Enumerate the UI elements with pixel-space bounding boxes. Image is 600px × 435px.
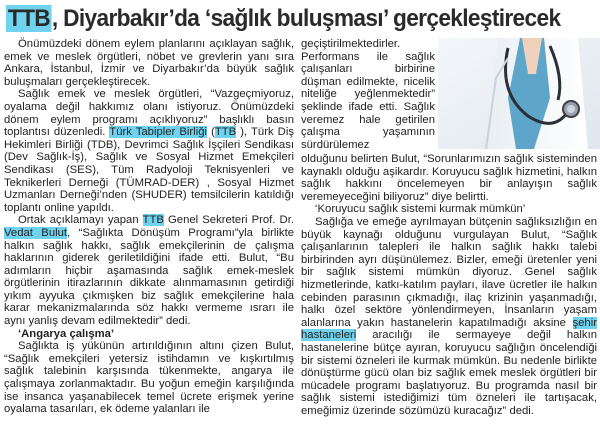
highlight-ttb-name: Türk Tabipler Birliği <box>109 126 207 139</box>
subheading-angarya: ‘Angarya çalışma’ <box>18 327 115 340</box>
col2-p2-text-b: aracılığı ile sermayeye değil halkın hastanelerine bütçe ayıran, koruyucu sağlığın öncelendiği bir sistemi özneleri ile kurmak mümkün. Bu nedenle birlikte dönüştürme gücü olan biz sağlık emek meslek örgütleri bir mücadele programı başlatıyoruz. Bu programda nasıl bir sağlık sistemi istediğimizi tüm özneleri ile tartışacak, emeğimiz üzerinde sözümüzü kuracağız” dedi. <box>301 329 597 417</box>
headline <box>6 2 561 36</box>
subheading-koruyucu: ‘Koruyucu sağlık sistemi kurmak mümkün’ <box>315 203 526 216</box>
col1-p3-text-b: Genel Sekreteri Prof. Dr. <box>163 214 294 227</box>
col1-paragraph-2 <box>4 88 294 214</box>
article-column-1 <box>4 38 294 416</box>
col1-p3-text-a: Ortak açıklamayı yapan <box>18 214 143 227</box>
col1-p2-text-c: ), Türk Diş Hekimleri Birliği (TDB), Devrimci Sağlık İşçileri Sendikası (Dev Sağlık-İş), Sağlık ve Sosyal Hizmet Emekçileri Sendikası (SES), Tüm Radyoloji Teknisyenleri ve Teknikerleri Derneği (TÜMRAD-DER) , Sosyal Hizmet Uzmanları Derneği’nden (SHUDER) temsilcilerin katıldığı toplantı online yapıldı. <box>4 126 294 214</box>
col1-p2-text-a: Sağlık emek ve meslek örgütleri, “Vazgeçmiyoruz, oyalama değil hakkımız olanı istiyoruz. Önümüzdeki dönem eylem programı açıklıyoruz” başlıklı basın toplantısı düzenledi. <box>4 88 294 139</box>
article-column-2 <box>301 153 597 417</box>
doctor-stethoscope-photo <box>438 38 600 149</box>
col1-p3-text-c: , “Sağlıkta Dönüşüm Programı”yla birlikte halkın sağlık hakkı, sağlık emekçilerinin de çalışma haklarının giderek geriletildiğini ifade etti. Bulut, “Bu adımların hiçbir aşamasında sağlık emek-meslek örgütlerinin itirazlarının dikkate alınmamasının getirdiği yıkım ayyuka çıkmışken biz sağlık emekçilerine hala karar mekanizmalarında söz hakkı vermeme ısrarı ile aynı yanlış devam edilmektedir” dedi. <box>4 226 294 328</box>
headline-highlight: TTB <box>7 5 51 32</box>
highlight-sehir-hastaneleri: şehir hastaneleri <box>301 316 597 342</box>
col1-p2-text-b: ( <box>207 126 215 139</box>
headline-rest: , Diyarbakır’da ‘sağlık buluşması’ gerçekleştirecek <box>51 5 561 32</box>
col1-paragraph-4: Sağlıkta iş yükünün artırıldığının altını çizen Bulut, “Sağlık emekçileri yetersiz istihdamın ve kışkırtılmış sağlık talebinin karşısında tükenmekte, angarya ile çalışmaya zorlanmaktadır. Bu yoğun emeğin karşılığında ise insanca yaşanabilecek temel ücrete erişmek yerine oyalama tasarıları, ek ödeme yalanları ile <box>4 340 294 416</box>
highlight-vedat-bulut: Vedat Bulut <box>4 226 68 239</box>
col1-paragraph-1: Önümüzdeki dönem eylem planlarını açıklayan sağlık, emek ve meslek örgütleri, nöbet ve grevlerin yanı sıra Ankara, İstanbul, İzmir ve Diyarbakır’da büyük sağlık buluşmaları gerçekleştirecek. <box>4 38 294 88</box>
col2-top-text: geçiştirilmektedirler. Performans ile sağlık çalışanları birbirine düşman edilmekte, nicelik niteliğe yeğlenmektedir” şeklinde ifade etti. Sağlık veremez hale getirilen çalışma yaşamının sürdürülemez <box>301 38 435 151</box>
highlight-ttb-2: TTB <box>142 214 164 227</box>
col2-paragraph-1: olduğunu belirten Bulut, “Sorunlarımızın sağlık sisteminden kaynaklı olduğu aşikardır. Koruyucu sağlık hizmetini, halkın sağlık hakkını öncelemeyen bir anlayışın sağlık veremeyeceğini biliyoruz” diye belirtti. <box>301 153 597 203</box>
highlight-ttb: TTB <box>214 126 237 139</box>
col1-paragraph-3 <box>4 214 294 327</box>
col2-paragraph-2 <box>301 216 597 418</box>
col2-p2-text-a: Sağlığa ve emeğe ayrılmayan bütçenin sağlıksızlığın en büyük kaynağı olduğunu vurgulayan Bulut, “Sağlık çalışanlarının talepleri ile halkın sağlık hakkı talebi birbirinden ayrı düşünülemez. Bizler, emeği üretenler yeni bir sağlık sistemi mümkün diyoruz. Genel sağlık hizmetlerinde, katkı-katılım payları, ilave ücretler ile halkın cebinden parasının çıkmadığı, ilaç krizinin yaşanmadığı, halkı özel sektöre yönlendirmeyen, İnsanların yaşam alanlarına yakın hastanelerin kapatılmadığı aksine <box>301 215 597 329</box>
